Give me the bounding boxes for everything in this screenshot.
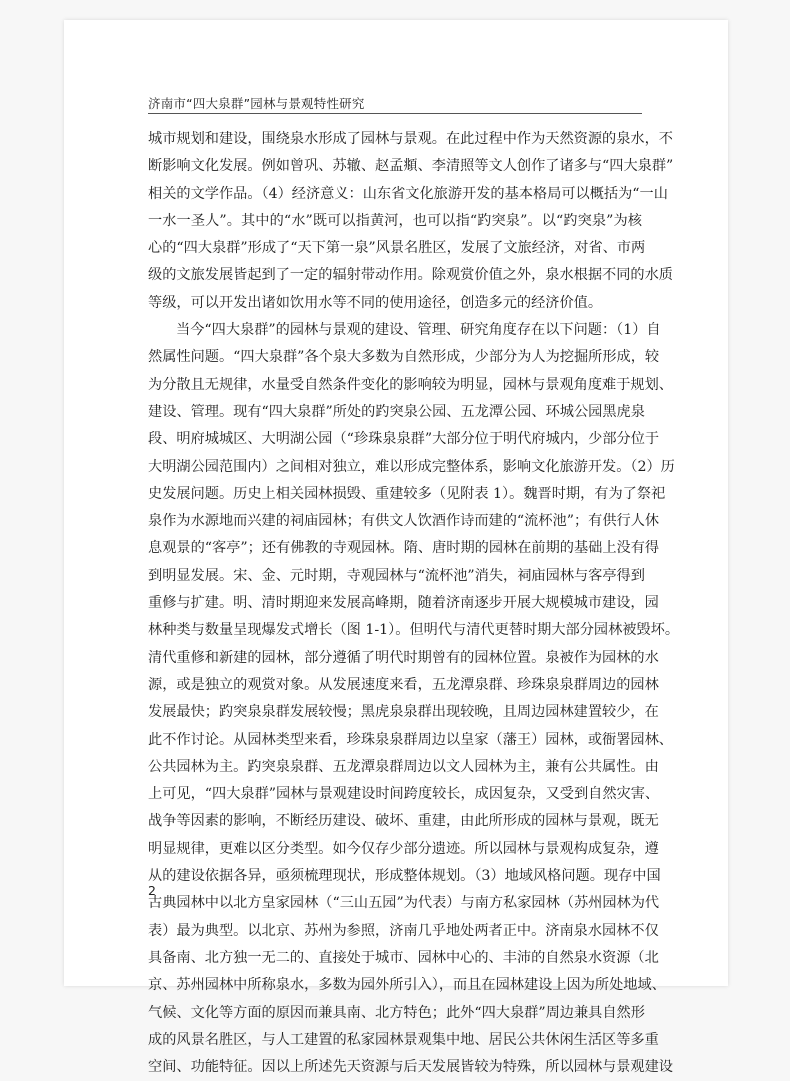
text-line: 等级，可以开发出诸如饮用水等不同的使用途径，创造多元的经济价值。 — [148, 294, 603, 311]
page-number: 2 — [148, 883, 156, 898]
body-text — [148, 126, 680, 1081]
text-line: 然属性问题。“四大泉群”各个泉大多数为自然形成，少部分为人为挖掘所形成，较 — [148, 349, 660, 366]
text-line: 清代重修和新建的园林，部分遵循了明代时期曾有的园林位置。泉被作为园林的水 — [148, 649, 659, 666]
text-line: 史发展问题。历史上相关园林损毁、重建较多（见附表 1）。魏晋时期，有为了祭祀 — [148, 485, 666, 502]
text-line: 到明显发展。宋、金、元时期，寺观园林与“流杯池”消失，祠庙园林与客亭得到 — [148, 567, 645, 584]
running-header: 济南市“四大泉群”园林与景观特性研究 — [148, 96, 365, 111]
text-line: 林种类与数量呈现爆发式增长（图 1-1）。但明代与清代更替时期大部分园林被毁坏。 — [148, 622, 680, 639]
text-line: 相关的文学作品。（4）经济意义：山东省文化旅游开发的基本格局可以概括为“一山 — [148, 185, 668, 202]
text-line: 上可见，“四大泉群”园林与景观建设时间跨度较长，成因复杂，又受到自然灾害、 — [148, 786, 660, 803]
text-line: 气候、文化等方面的原因而兼具南、北方特色；此外“四大泉群”周边兼具自然形 — [148, 1004, 645, 1021]
text-line: 级的文旅发展皆起到了一定的辐射带动作用。除观赏价值之外，泉水根据不同的水质 — [148, 267, 673, 284]
text-line: 重修与扩建。明、清时期迎来发展高峰期，随着济南逐步开展大规模城市建设，园 — [148, 595, 659, 612]
text-line: 一水一圣人”。其中的“水”既可以指黄河，也可以指“趵突泉”。以“趵突泉”为核 — [148, 212, 642, 229]
header-divider — [148, 113, 642, 114]
text-line: 源，或是独立的观赏对象。从发展速度来看，五龙潭泉群、珍珠泉泉群周边的园林 — [148, 676, 659, 693]
text-line: 具备南、北方独一无二的、直接处于城市、园林中心的、丰沛的自然泉水资源（北 — [148, 949, 659, 966]
text-line: 当今“四大泉群”的园林与景观的建设、管理、研究角度存在以下问题：（1）自 — [176, 322, 661, 339]
text-line: 建设、管理。现有“四大泉群”所处的趵突泉公园、五龙潭公园、环城公园黑虎泉 — [148, 403, 645, 420]
text-line: 战争等因素的影响，不断经历建设、破坏、重建，由此所形成的园林与景观，既无 — [148, 813, 659, 830]
text-line: 京、苏州园林中所称泉水，多数为园外所引入），而且在园林建设上因为所处地域、 — [148, 977, 666, 994]
text-line: 明显规律，更难以区分类型。如今仅存少部分遗迹。所以园林与景观构成复杂，遵 — [148, 840, 659, 857]
text-line: 息观景的“客亭”；还有佛教的寺观园林。隋、唐时期的园林在前期的基础上没有得 — [148, 540, 660, 557]
text-line: 大明湖公园范围内）之间相对独立，难以形成完整体系，影响文化旅游开发。（2）历 — [148, 458, 675, 475]
text-line: 心的“四大泉群”形成了“天下第一泉”风景名胜区，发展了文旅经济，对省、市两 — [148, 240, 646, 257]
text-line: 空间、功能特征。因以上所述先天资源与后天发展皆较为特殊，所以园林与景观建设 — [148, 1059, 673, 1076]
text-line: 城市规划和建设，围绕泉水形成了园林与景观。在此过程中作为天然资源的泉水，不 — [148, 131, 673, 147]
text-line: 成的风景名胜区，与人工建置的私家园林景观集中地、居民公共休闲生活区等多重 — [148, 1031, 659, 1048]
text-line: 泉作为水源地而兴建的祠庙园林；有供文人饮酒作诗而建的“流杯池”；有供行人休 — [148, 513, 660, 530]
text-line: 为分散且无规律，水量受自然条件变化的影响较为明显，园林与景观角度难于规划、 — [148, 376, 673, 393]
text-line: 段、明府城城区、大明湖公园（“珍珠泉泉群”大部分位于明代府城内，少部分位于 — [148, 431, 660, 448]
text-line: 发展最快；趵突泉泉群发展较慢；黑虎泉泉群出现较晚，且周边园林建置较少，在 — [148, 704, 659, 721]
text-line: 公共园林为主。趵突泉泉群、五龙潭泉群周边以文人园林为主，兼有公共属性。由 — [148, 758, 659, 775]
text-line: 古典园林中以北方皇家园林（“三山五园”为代表）与南方私家园林（苏州园林为代 — [148, 895, 660, 912]
text-line: 断影响文化发展。例如曾巩、苏辙、赵孟頫、李清照等文人创作了诸多与“四大泉群” — [148, 158, 674, 175]
text-line: 从的建设依据各异，亟须梳理现状，形成整体规划。（3）地域风格问题。现存中国 — [148, 868, 661, 885]
text-line: 表）最为典型。以北京、苏州为参照，济南几乎地处两者正中。济南泉水园林不仅 — [148, 922, 659, 939]
text-line: 此不作讨论。从园林类型来看，珍珠泉泉群周边以皇家（藩王）园林，或衙署园林、 — [148, 731, 673, 748]
